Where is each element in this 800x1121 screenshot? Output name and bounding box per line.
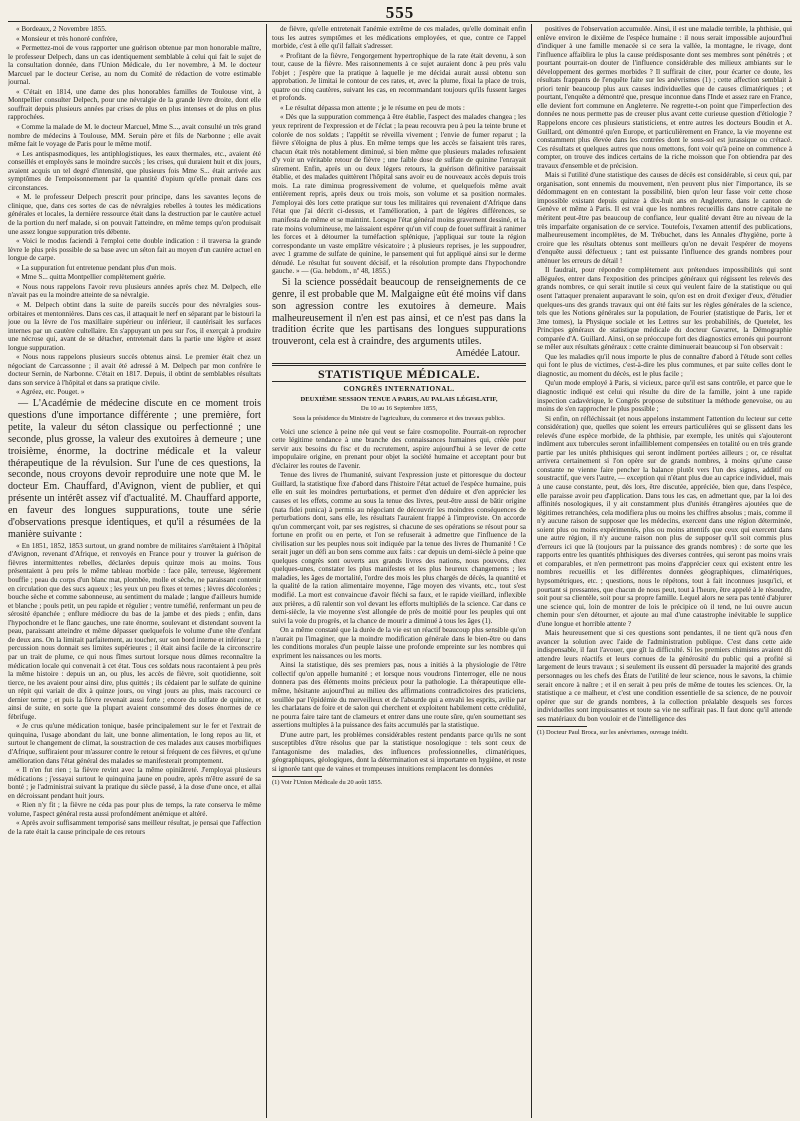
paragraph: « Il n'en fut rien ; la fièvre revint avec la même opiniâtreté. J'employai plusieurs médications ; j'essayai surtout le quinquina jaune en poudre, après m'être assuré de sa bonté ; je l'administrai suivant la pratique du siècle passé, à la dose d'une once, et allai en décroissant pendant huit jours.: [8, 766, 261, 800]
column-divider: [266, 24, 267, 1118]
footnote: (1) Docteur Paul Broca, sur les anévrismes, ouvrage inédit.: [537, 729, 689, 737]
session-presidency: Sous la présidence du Ministre de l'agriculture, du commerce et des travaux publics.: [292, 415, 505, 423]
footnote-rule: [537, 726, 587, 727]
editorial-conclusion: [272, 277, 526, 348]
column-2: [272, 25, 526, 1115]
paragraph: Si enfin, on réfléchissait (et nous appelons instamment l'attention du lecteur sur cette considération) que, quelles que soient les erreurs particulières qui se glissent dans les relevés d'une espèce morbide, de la phthisie, par exemple, les unités qui s'ajouteront indûment aux tubercules seront infailliblement compensées en totalité ou en très grande partie par les unités phthisiques qui seront indûment portées ailleurs ; or, ce résultat arrivera certainement si l'on opère sur de grands nombres, à moins qu'une cause constante ne vienne faire pencher la balance plutôt vers l'un des signes, additif ou soustractif, que vers l'autre, — exception qui n'étant plus due au caprice individuel, mais à une cause constante, peut, dès lors, être discutée, appréciée, bien que, dans l'espèce, elle paraisse avoir peu d'application. Dans tous les cas, en admettant que, par la loi des affinités nosologiques, il y ait constamment plus d'unités étrangères ajoutées que de légitimes retranchées, cela modifiera plus ou moins les chiffres absolus ; mais, comme il n'y aucune raison de supposer que les médecins, exercent dans une région déterminée, soient plus ou moins expérimentés, plus ou moins attentifs que ceux qui exercent dans une autre région, il n'y aucune raison non plus de supposer qu'il soit commis plus d'erreurs ici que là (toujours par la puissance des grands nombres) : de sorte que les rapports entre les quantités phthisiques des diverses contrées, qui seront pas moins vrais et comparables, et n'en permettront pas moins d'apprécier ceux qui existent entre les nombres recueillis et les différentes données géographiques, climatériques, hypsométriques, etc. ; questions, nous le répétons, tout à fait inconnues jusqu'ici, et pourtant si pressantes, que chacun de nous peut, tout à l'heure, être appelé à le résoudre, soit pour sa clientèle, soit pour sa propre famille. Lequel alors ne sera pas tenté d'abjurer une science qui, loin de montrer de lois le précipice où il tend, ne lui ouvre aucun chemin pour s'en détourner, et ajoute au mal d'une catastrophe inévitable le supplice d'une longue et horrible attente ?: [537, 414, 792, 628]
paragraph: « Dès que la suppuration commença à être établie, l'aspect des malades changea ; les yeux reprirent de l'expression et de l'éclat ; la peau recouvra peu à peu la teinte brune et colorée de nos soldats ; l'appétit se réveilla vivement ; l'envie de fumer reparut ; la fièvre s'éloigna de plus à plus. En même temps que les accès se faisaient très rares, chacun était très notablement diminué, si bien même que plusieurs malades refusaient d'y voir un véritable retour de fièvre ; une faible dose de sulfate de quinine l'enrayait sûrement. Enfin, après un ou deux légers retours, la guérison définitive paraissait établie, et des malades quittèrent l'hôpital sans avoir eu de nouveaux accès depuis trois mois. La rate diminua progressivement de volume, et quelquefois même avait entièrement repris, après deux ou trois mois, son volume et sa position normales. J'employai dès lors cette pratique sur tous les militaires qui revenaient d'Afrique dans l'état que j'ai décrit ci-dessus, et l'amélioration, à part de légères différences, se manifesta de même et se maintint. Lorsque l'état général moins gravement dessiné, et la rate moins volumineuse, me laissaient espérer qu'un vif coup de fouet suffirait à ranimer les forces et à détourner la tuméfaction splénique, j'appliquai sur toute la région correspondante un vaste emplâtre vésicatoire ; à plusieurs reprises, je les suppoudrer, avec 1 gramme de sulfate de quinine, le pansement qui fut appliqué ainsi sur le derme dénudé. Le résultat fut souvent décisif, et la résolution prompte dans l'hypochondre gauche. » — (Ga. hebdom., nº 48, 1855.): [272, 113, 526, 276]
paragraph: « Mme S... quitta Montpellier complètement guérie.: [16, 273, 166, 282]
paragraph: Qu'un mode employé à Paris, si vicieux, parce qu'il est sans contrôle, et parce que le diagnostic indiqué est celui qui résulte du dire de la famille, joint à une rapide inspection cadavérique, le Congrès propose de substituer la méthode genevoise, ou au moins de s'en rapprocher le plus possible ;: [537, 379, 792, 414]
paragraph: « Profitant de la fièvre, l'engorgement hypertrophique de la rate était devenu, à son tour, cause de la fièvre. Mes raisonnements à ce sujet auraient donc à peu près valu l'objet ; j'espère que la pratique à laquelle je me décidai aurait aussi obtenu son approbation. Je limitai le contour de ces rates, et, avec la plume, fixai la place de trois, quatre ou cinq cautères, suivant les cas, en recommandant toujours qu'ils fussent larges et profonds.: [272, 51, 526, 103]
paragraph: On a même constaté que la durée de la vie est un réactif beaucoup plus sensible qu'on n'aurait pu l'imaginer, que la moindre modification générale dans le bien-être ou dans les conditions morales d'un peuple laisse une profonde empreinte sur les nombres qui expriment les naissances ou les morts.: [272, 626, 526, 660]
paragraph: « Les antispasmodiques, les antiphlogistiques, les eaux thermales, etc., avaient été conseillés et employés sans le moindre succès ; les crises, qui duraient huit et dix jours, avaient acquis un tel degré d'intensité, que plusieurs fois Mme S... était arrivée aux symptômes de l'empoisonnement par la quantité d'opium qu'elle prenait dans ces circonstances.: [8, 149, 261, 192]
column-3: [537, 25, 792, 1115]
section-rule: [272, 381, 526, 382]
paragraph: « Permettez-moi de vous rapporter une guérison obtenue par mon honorable maître, le professeur Delpech, dans un cas identiquement semblable à celui qui fait le sujet de la consultation donnée, dans l'Union Médicale, du 1er novembre, à M. le docteur Marcuel par le docteur Cerise, au nom du Comité de rédaction de votre estimable journal.: [8, 44, 261, 87]
session-title: DEUXIÈME SESSION TENUE A PARIS, AU PALAIS LÉGISLATIF,: [300, 395, 498, 403]
paragraph: « Nous nous rappelons l'avoir revu plusieurs années après chez M. Delpech, elle n'avait pas eu la moindre atteinte de sa névralgie.: [8, 282, 261, 300]
paragraph: « Monsieur et très honoré confrère,: [16, 34, 118, 43]
column-1: [8, 25, 261, 1115]
paragraph: « Bordeaux, 2 Novembre 1855.: [16, 25, 107, 33]
paragraph: « M. Delpech obtint dans la suite de pareils succès pour des névralgies sous-orbitaires et mentonnières. Dans ces cas, il attaquait le nerf en séparant par le bistouri la joue ou la lèvre de l'os maxillaire supérieur ou inférieur, il cautérisait les surfaces internes par un cautère cultellaire. En s'appuyant un peu sur l'os, il exerçait à produire une nécrose qui, avant de se détacher, entretenait dans la partie une légère et assez longue suppuration.: [8, 300, 261, 352]
paragraph: D'une autre part, les problèmes considérables restent pendants parce qu'ils ne sont susceptibles d'être résolus que par la statistique nosologique : tels sont ceux de l'antagonisme des maladies, des influences professionnelles, climatériques, géographiques, géologiques, dont la détermination est si importante en hygiène, et reste si ignorée tant que de vaines et trompeuses intuitions remplacent les données: [272, 730, 526, 773]
session-dates: Du 10 au 16 Septembre 1855,: [360, 405, 438, 413]
paragraph: « Nous nous rappelons plusieurs succès obtenus ainsi. Le premier était chez un négociant de Carcassonne ; il avait été adressé à M. Delpech par mon confrère le docteur Sernin, de Narbonne. C'était en 1817. Depuis, il obtint de semblables résultats dans son service à l'hôpital et dans sa pratique civile.: [8, 353, 261, 387]
section-separator: [272, 363, 526, 366]
paragraph: positives de l'observation accumulée. Ainsi, il est une maladie terrible, la phthisie, qui enlève environ le dixième de l'espèce humaine : il nous serait impossible aujourd'hui d'indiquer à une famille menacée si ce sera la vallée, la montagne, le rivage, dont l'influence affaiblira le plus la cause prédisposante dont ses membres sont pénétrés ; et pourtant pourrait-on douter de l'influence considérable des milieux ambiants sur le développement des germes morbides ? Il suffirait de citer, pour écarter ce doute, les résultats frappants de l'enquête faite sur les anévrismes (1) ; cette affection semblait à priori tenir beaucoup plus aux causes individuelles que de causes climatériques ; et pourtant, l'enquête a démontré que, presque inconnue dans l'Inde et assez rare en France, elle devient fort commune en Angleterre. Ne regrette-t-on point que l'imperfection des données ne nous permette pas de creuser plus avant cette curieuse question d'étiologie ? Rappelons encore ces plusieurs statisticiens, et entre autres les docteurs Boudin et A. Guillard, ont démontré qu'en Europe, et particulièrement en France, la vie moyenne est constamment plus élevée dans les contrées dont le sous-sol est jurassique ou crétacé. Ces résultats et quelques autres que nous omettons, font voir qu'à peine on commence à compter, on trouve des indices certains de la riche moisson que l'on obtiendra par des travaux d'ensemble et de précision.: [537, 25, 792, 170]
paragraph: Mais heureusement que si ces questions sont pendantes, il ne tient qu'à nous d'en avancer la solution avec l'aide de l'administration publique. C'est dans cette aide indispensable, il faut l'avouer, que gît la difficulté. Si les premiers chimistes avaient dû attendre leurs réactifs et leurs cornues de la générosité du public qui a profité si largement de leurs travaux ; si seulement ils eussent dû persuader la majorité des grands personnages ou les chefs des États de l'utilité de leur science, nous le savons, la chimie serait encore à naître ; et il en serait à peu près de même de toutes les sciences. Or, la statistique a ce malheur, et c'est une condition essentielle de sa science, de ne pouvoir opérer que sur de grands nombres, à la collection préalable desquels ses forces individuelles sont impuissantes et toute sa vie ne suffirait pas. Il faut donc qu'il attende ses matériaux du bon vouloir et de l'intelligence des: [537, 629, 792, 723]
page-number: 555: [385, 3, 415, 22]
statistics-article-continued: [537, 25, 792, 723]
paragraph: « Comme la malade de M. le docteur Marcuel, Mme S..., avait consulté un très grand nombre de médecins à Toulouse, MM. Seruin père et fils de Narbonne ; elle avait même fait le voyage de Paris pour le même motif.: [8, 123, 261, 149]
paragraph: « Agréez, etc. Pouget. »: [16, 388, 85, 397]
paragraph: « Je crus qu'une médication tonique, basée principalement sur le fer et l'extrait de quinquina, l'usage abondant du lait, une bonne alimentation, le long repos au lit, et surtout le changement de climat, la soustraction de ces malades aux causes morbifiques d'Afrique, suffiraient pour m'assurer contre le retour si fréquent de ces fièvres, et qu'une amélioration dans l'état général des malades se manifesterait promptement.: [8, 722, 261, 765]
paragraph: Si la science possédait beaucoup de renseignements de ce genre, il est probable que M. Malgaigne eût été moins vif dans son agression contre les exutoires à demeure. Mais malheureusement il n'en est pas ainsi, et ce n'est pas dans la tradition écrite que les partisans des longues suppurations trouveront, cela est à craindre, des arguments utiles.: [272, 276, 526, 348]
chauffard-observations: [8, 542, 261, 837]
footnote: (1) Voir l'Union Médicale du 20 août 1855.: [272, 779, 383, 787]
paragraph: « La suppuration fut entretenue pendant plus d'un mois.: [16, 263, 176, 272]
paragraph: Il faudrait, pour répondre complètement aux prétendues impossibilités qui sont alléguées, entrer dans l'exposition des principes généraux qui régissent les relevés des grands nombres, ce qui serait inutile si ceux qui veulent faire de la statistique ou qui osent l'attaquer prenaient auparavant le soin, qu'on est en droit d'exiger d'eux, d'étudier quelques-uns des grands travaux qui ont été faits sur les règles générales de la science, tels que les Notions générales sur la population, de Fourier (statistique de Paris, 1er et 3me tomes), la Physique sociale et les Lettres sur les probabilités, de Quetelet, les Principes généraux de statistique médicale du docteur Gavarret, la Démographie comparée d'A. Guillard. Ainsi, on se préoccupe fort des diagnostics erronés qui pourront se mêler aux résultats généraux : cette crainte diminuerait beaucoup si l'on observait :: [537, 266, 792, 352]
paragraph: Mais si l'utilité d'une statistique des causes de décès est considérable, si ceux qui, par organisation, sont ennemis du mouvement, n'en peuvent plus nier l'importance, ils se dédommagent en en contestant la possibilité, bien qu'on leur fasse voir cette chose impossible existant depuis quinze à dix-huit ans en Angleterre, dans le canton de Genève et même à Paris. Il est vrai que les nombres recueillis dans notre capitale ne méritent peut-être pas beaucoup de confiance, leur qualité devant être au niveau de la très imparfaite organisation de ce service. Toutefois, l'examen attentif des publications, malheureusement incomplètes, de M. Trébuchet, dans les Annales d'hygiène, porte à croire que les résultats obtenus sont meilleurs qu'on ne devait l'espérer de moyens d'enquête aussi défectueux ; tant est puissante l'influence des grands nombres pour atténuer les erreurs de détail !: [537, 171, 792, 265]
paragraph: « Voici le modus faciendi à l'emploi cette double indication : il traversa la grande lèvre le plus près possible de sa base avec un séton fait au moyen d'un cautère actuel en longue de carpe.: [8, 237, 261, 263]
statistics-article: [272, 428, 526, 774]
paragraph: de fièvre, qu'elle entretenait l'anémie extrême de ces malades, qu'elle dominait enfin tous les autres symptômes et les médications employées, et que, contre ce l'appel morbide, c'est à elle qu'il fallait s'adresser.: [272, 25, 526, 51]
paragraph: Ainsi la statistique, dès ses premiers pas, nous a initiés à la physiologie de l'être collectif qu'on appelle humanité ; et lorsque nous voudrons l'interroger, elle ne nous donnera pas des éléments moins précieux pour la pathologie. La thérapeutique elle-même, hésitante aujourd'hui au milieu des affirmations contradictoires des praticiens, souillée par l'épidémie du merveilleux et de l'absurde qui a envahi les esprits, avilie par les charlatans de foire et de salon qui cherchent et exploitent habilement cette crédulité, ne pourra faire taire tant de clameurs et entrer dans une route sûre, qu'en soumettant ses assertions multiples à la puissance des faits accumulés par la statistique.: [272, 661, 526, 730]
paragraph: « Après avoir suffisamment temporisé sans meilleur résultat, je pensai que l'affection de la rate était la cause principale de ces retours: [8, 819, 261, 836]
paragraph: Que les maladies qu'il nous importe le plus de connaître d'abord à l'étude sont celles qui font le plus de victimes, c'est-à-dire les plus communes, et par suite celles dont le diagnostic, au moment du décès, est le plus facile ;: [537, 352, 792, 378]
section-title: STATISTIQUE MÉDICALE.: [317, 366, 481, 381]
paragraph: « M. le professeur Delpech prescrit pour principe, dans les savantes leçons de clinique, que, dans ces sortes de cas de névralgies rebelles à toutes les médications générales et locales, la dernière ressource était dans la destruction par le cautère actuel de la portion du nerf malade, si on pouvait l'atteindre, en même temps qu'on produisait une assez longue suppuration très débente.: [8, 193, 261, 236]
paragraph: « C'était en 1814, une dame des plus honorables familles de Toulouse vint, à Montpellier consulter Delpech, pour une névralgie de la grande lèvre droite, dont elle souffrait depuis plusieurs années par crises de plus en plus intenses et de plus en plus rapprochées.: [8, 87, 261, 122]
paragraph: « En 1851, 1852, 1853 surtout, un grand nombre de militaires s'arrêtaient à l'hôpital d'Avignon, revenant d'Afrique, et renvoyés en France pour y trouver la guérison de fièvres intermittentes rebelles, déclarées depuis quinze mois au moins. Tous présentaient à peu près le même tableau morbide : face pâle, terreuse, légèrement bouffie ; peau du corps d'un blanc mat, plombée, molle et sèche, ne paraissant contenir en circulation que des sucs aqueux ; les yeux un peu fixes et ternes ; lèvres décolorées ; bouche sèche et comme sabonneuse, au sentiment du malade ; langue d'ailleurs humide et blanche ; pouls petit, un peu rapide et régulier ; ventre tuméfié, renfermant un peu de sérosité épanchée ; enflure médiocre du bas de la jambe et des pieds ; enfin, dans l'hypochondre et le flanc gauches, une rate énorme, soulevant et distendant souvent la peau, paraissant atteindre et même dépasser quelquefois le volume d'une tête d'enfant de deux ans. On la limitait parfaitement, au toucher, sur son bord interne et inférieur ; la percussion nous donnait ses limites supérieures ; il était ainsi facile de la circonscrire par un trait de plume, ce qui nous fîmes surtout lorsque nous dûmes reconnaître la médication locale qui convenait à cet état. Tous ces soldats nous racontaient à peu près la même histoire : depuis un an, ou plus, les accès de fièvre, soit quotidienne, soit tierce, ne les avaient pour ainsi dire, plus quittés ; ils cédaient par le sulfate de quinine un répit qui variait de dix à quinze jours, ou vingt jours au plus, mais raccourci ce dernier terme ; et puis la fièvre revenait aussi forte ; encore du sulfate de quinine, et ainsi de suite, en sorte que la plupart avaient consommé des doses énormes de ce fébrifuge.: [8, 541, 261, 721]
paragraph: « Rien n'y fit ; la fièvre ne céda pas pour plus de temps, la rate conserva le même volume, l'aspect général resta aussi profondément anémique et altéré.: [8, 801, 261, 818]
author-signature: Amédée Latour.: [455, 348, 520, 360]
paragraph: « Le résultat dépassa mon attente ; je le résume en peu de mots :: [280, 103, 465, 112]
header-rule: [8, 21, 792, 22]
editorial-intro: [8, 398, 261, 541]
footnote-rule: [272, 776, 322, 777]
paragraph: Voici une science à peine née qui veut se faire cosmopolite. Pourrait-on reprocher cette légitime tendance à une branche des connaissances humaines qui, créée pour servir aux besoins du fisc et du recrutement, aspire aujourd'hui à se lever de cette impopulaire origine, en prenant pour objet la société humaine et acceptant pour but d'éclairer les routes de l'avenir.: [272, 427, 526, 470]
chauffard-observations-continued: [272, 25, 526, 276]
column-divider: [531, 24, 532, 1118]
paragraph: — L'Académie de médecine discute en ce moment trois questions d'une importance différente ; une première, fort petite, la valeur du séton classique ou perfectionné ; une seconde, plus grosse, la valeur des exutoires à demeure ; une troisième, énorme, la doctrine médicale et la valeur thérapeutique de la révulsion. Sur l'une de ces questions, la seconde, nous croyons devoir reproduire une note que M. le docteur Em. Chauffard, d'Avignon, vient de publier, et qui présente un intérêt assez vif d'actualité. M. Chauffard apporte, en faveur des longues suppurations, toute une série d'observations presque identiques, et qu'il a résumées de la manière suivante :: [8, 397, 261, 540]
paragraph: Tenue des livres de l'humanité, suivant l'expression juste et pittoresque du docteur Guillard, la statistique fixe d'abord dans l'histoire l'état actuel de l'espèce humaine, puis elle en suit les moindres perturbations, et permet d'en déduire et d'en apprécier les causes et les effets, comme au sous la tenue des livres, peut-être aussi de bâtir origine (nata fidei punica) à permis au négociant de découvrir les moindres conséquences de perturbations dont, sans elle, les résultats l'auraient frappé à l'improviste. On accorde qu'un commerçant voit, par ses registres, si chacune de ses opérations se résout pour sa fortune en profit ou en perte, et l'on se refuserait à admettre que l'influence de la civilisation sur les peuples nous soit indiquée par la tenue des livres de l'humanité ! Ce serait juger un défi au bon sens comme aux faits : car depuis un demi-siècle à peine que quelques congrès sont ouverts aux grands livres des nations, nous pouvons, chez quelques-unes, constater les plus manifestes et les plus heureux changements ; les maladies, les âges de mortalité, l'ordre des mois les plus chargés de décès, la quantité et la qualité de la ration alimentaire moyenne, l'âge moyen des vivants, etc., tout s'est modifié. La mort est convaincue d'avoir fléchi sa faux, et le rapide vieillard, inflexible aux prières, a dû ralentir son vol devant les efforts multipliés de la science. Car dans ce demi-siècle, la vie moyenne s'est allongée de près de moitié pour les peuples qui ont suivi la voie du progrès, et la chance de mourir a diminué à tous les âges (1).: [272, 471, 526, 625]
letter-text: [8, 25, 261, 397]
congress-title: CONGRÈS INTERNATIONAL.: [343, 385, 455, 394]
